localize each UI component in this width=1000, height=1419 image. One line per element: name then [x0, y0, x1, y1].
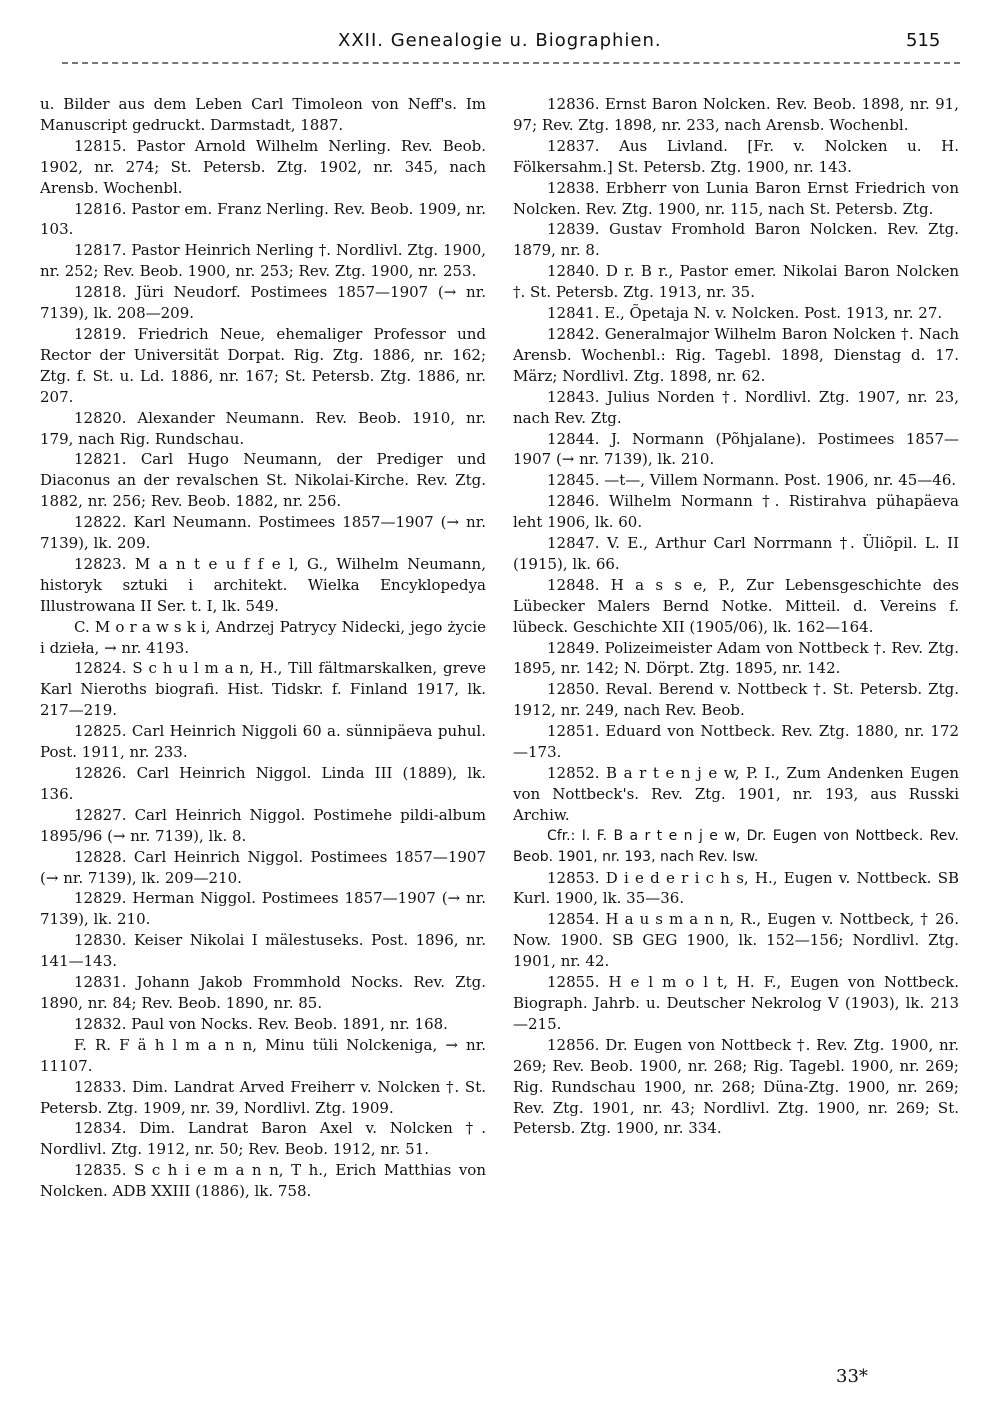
entry-12826: 12826. Carl Heinrich Niggol. Linda III (1889), lk. 136.	[40, 764, 486, 803]
entry-continuation: u. Bilder aus dem Leben Carl Timoleon von Neff's. Im Manuscript gedruckt. Darmstadt, 1887.	[40, 95, 486, 134]
left-column	[40, 94, 486, 1202]
entry-12830: 12830. Keiser Nikolai I mälestuseks. Post. 1896, nr. 141—143.	[40, 931, 486, 971]
entry-12832: 12832. Paul von Nocks. Rev. Beob. 1891, nr. 168.	[74, 1014, 448, 1033]
entry-12845: 12845. —t—, Villem Normann. Post. 1906, nr. 45—46.	[547, 471, 957, 490]
entry-12817: 12817. Pastor Heinrich Nerling †. Nordlivl. Ztg. 1900, nr. 252; Rev. Beob. 1900, nr. 253; Rev. Ztg. 1900, nr. 253.	[40, 241, 486, 281]
entry-12852: 12852. B a r t e n j e w, P. I., Zum Andenken Eugen von Nottbeck's. Rev. Ztg. 1901, nr. 193, aus Russki Archiw.	[513, 764, 959, 824]
entry-12832-related: F. R. F ä h l m a n n, Minu tüli Nolckeniga, → nr. 11107.	[40, 1035, 486, 1075]
entry-12844: 12844. J. Normann (Põhjalane). Postimees 1857—1907 (→ nr. 7139), lk. 210.	[513, 429, 959, 469]
entry-12854: 12854. H a u s m a n n, R., Eugen v. Nottbeck, † 26. Now. 1900. SB GEG 1900, lk. 152—156; Nordlivl. Ztg. 1901, nr. 42.	[513, 910, 959, 971]
running-header	[0, 30, 1000, 60]
entry-12851: 12851. Eduard von Nottbeck. Rev. Ztg. 1880, nr. 172—173.	[513, 722, 959, 762]
entry-12855: 12855. H e l m o l t, H. F., Eugen von Nottbeck. Biograph. Jahrb. u. Deutscher Nekrolog V (1903), lk. 213—215.	[513, 973, 959, 1033]
header-rule	[62, 62, 960, 64]
entry-12816: 12816. Pastor em. Franz Nerling. Rev. Beob. 1909, nr. 103.	[40, 199, 486, 239]
entry-12833: 12833. Dim. Landrat Arved Freiherr v. Nolcken †. St. Petersb. Ztg. 1909, nr. 39, Nordlivl. Ztg. 1909.	[40, 1077, 486, 1117]
entry-12837: 12837. Aus Livland. [Fr. v. Nolcken u. H. Fölkersahm.] St. Petersb. Ztg. 1900, nr. 143.	[513, 136, 959, 176]
entry-12825: 12825. Carl Heinrich Niggoli 60 a. sünnipäeva puhul. Post. 1911, nr. 233.	[40, 722, 486, 762]
entry-12834: 12834. Dim. Landrat Baron Axel v. Nolcken †. Nordlivl. Ztg. 1912, nr. 50; Rev. Beob. 1912, nr. 51.	[40, 1119, 486, 1159]
entry-12829: 12829. Herman Niggol. Postimees 1857—1907 (→ nr. 7139), lk. 210.	[40, 889, 486, 929]
entry-12841: 12841. E., Õpetaja N. v. Nolcken. Post. 1913, nr. 27.	[547, 304, 943, 323]
entry-12815: 12815. Pastor Arnold Wilhelm Nerling. Rev. Beob. 1902, nr. 274; St. Petersb. Ztg. 1902, nr. 345, nach Arensb. Wochenbl.	[40, 136, 486, 197]
entry-12856: 12856. Dr. Eugen von Nottbeck †. Rev. Ztg. 1900, nr. 269; Rev. Beob. 1900, nr. 268; Rig. Tagebl. 1900, nr. 269; Rig. Rundschau 1900, nr. 268; Düna-Ztg. 1900, nr. 269; Rev. Ztg. 1901, nr. 43; Nordlivl. Ztg. 1900, nr. 269; St. Petersb. Ztg. 1900, nr. 334.	[513, 1035, 959, 1138]
entry-12823-related: C. M o r a w s k i, Andrzej Patrycy Nidecki, jego życie i dzieła, → nr. 4193.	[40, 617, 486, 657]
entry-12819: 12819. Friedrich Neue, ehemaliger Professor und Rector der Universität Dorpat. Rig. Ztg. 1886, nr. 162; Ztg. f. St. u. Ld. 1886, nr. 167; St. Petersb. Ztg. 1886, nr. 207.	[40, 324, 486, 406]
entry-12847: 12847. V. E., Arthur Carl Norrmann †. Üliõpil. L. II (1915), lk. 66.	[513, 534, 959, 573]
right-column	[513, 94, 959, 1139]
entry-12824: 12824. S c h u l m a n, H., Till fältmarskalken, greve Karl Nieroths biografi. Hist. Tidskr. f. Finland 1917, lk. 217—219.	[40, 659, 486, 720]
entry-12848: 12848. H a s s e, P., Zur Lebensgeschichte des Lübecker Malers Bernd Notke. Mitteil. d. Vereins f. lübeck. Geschichte XII (1905/06), lk. 162—164.	[513, 575, 959, 636]
entry-12828: 12828. Carl Heinrich Niggol. Postimees 1857—1907 (→ nr. 7139), lk. 209—210.	[40, 847, 486, 887]
entry-12827: 12827. Carl Heinrich Niggol. Postimehe pildi-album 1895/96 (→ nr. 7139), lk. 8.	[40, 805, 486, 845]
entry-12840: 12840. D r. B r., Pastor emer. Nikolai Baron Nolcken †. St. Petersb. Ztg. 1913, nr. 35.	[513, 262, 959, 302]
entry-12831: 12831. Johann Jakob Frommhold Nocks. Rev. Ztg. 1890, nr. 84; Rev. Beob. 1890, nr. 85.	[40, 973, 486, 1012]
entry-12820: 12820. Alexander Neumann. Rev. Beob. 1910, nr. 179, nach Rig. Rundschau.	[40, 408, 486, 448]
entry-12836: 12836. Ernst Baron Nolcken. Rev. Beob. 1898, nr. 91, 97; Rev. Ztg. 1898, nr. 233, nach Arensb. Wochenbl.	[513, 95, 959, 134]
entry-12850: 12850. Reval. Berend v. Nottbeck †. St. Petersb. Ztg. 1912, nr. 249, nach Rev. Beob.	[513, 680, 959, 720]
entry-12818: 12818. Jüri Neudorf. Postimees 1857—1907 (→ nr. 7139), lk. 208—209.	[40, 283, 486, 323]
signature-mark: 33*	[836, 1366, 868, 1387]
page-number: 515	[906, 30, 941, 51]
entry-12823: 12823. M a n t e u f f e l, G., Wilhelm Neumann, historyk sztuki i architekt. Wielka Encyklopedya Illustrowana II Ser. t. I, lk. 549.	[40, 554, 486, 615]
entry-12822: 12822. Karl Neumann. Postimees 1857—1907 (→ nr. 7139), lk. 209.	[40, 513, 486, 553]
entry-12843: 12843. Julius Norden †. Nordlivl. Ztg. 1907, nr. 23, nach Rev. Ztg.	[513, 387, 959, 427]
entry-12853: 12853. D i e d e r i c h s, H., Eugen v. Nottbeck. SB Kurl. 1900, lk. 35—36.	[513, 868, 959, 908]
entry-12838: 12838. Erbherr von Lunia Baron Ernst Friedrich von Nolcken. Rev. Ztg. 1900, nr. 115, nach St. Petersb. Ztg.	[513, 178, 959, 218]
entry-12852-cfr: Cfr.: I. F. B a r t e n j e w, Dr. Eugen von Nottbeck. Rev. Beob. 1901, nr. 193, nach Rev. Isw.	[513, 827, 959, 865]
entry-12839: 12839. Gustav Fromhold Baron Nolcken. Rev. Ztg. 1879, nr. 8.	[513, 220, 959, 260]
entry-12835: 12835. S c h i e m a n n, T h., Erich Matthias von Nolcken. ADB XXIII (1886), lk. 758.	[40, 1161, 486, 1201]
section-title: XXII. Genealogie u. Biographien.	[338, 30, 662, 51]
entry-12842: 12842. Generalmajor Wilhelm Baron Nolcken †. Nach Arensb. Wochenbl.: Rig. Tagebl. 1898, Dienstag d. 17. März; Nordlivl. Ztg. 1898, nr. 62.	[513, 324, 959, 385]
entry-12821: 12821. Carl Hugo Neumann, der Prediger und Diaconus an der revalschen St. Nikolai-Kirche. Rev. Ztg. 1882, nr. 256; Rev. Beob. 1882, nr. 256.	[40, 450, 486, 511]
entry-12849: 12849. Polizeimeister Adam von Nottbeck †. Rev. Ztg. 1895, nr. 142; N. Dörpt. Ztg. 1895, nr. 142.	[513, 638, 959, 678]
entry-12846: 12846. Wilhelm Normann †. Ristirahva pühapäeva leht 1906, lk. 60.	[513, 492, 959, 532]
